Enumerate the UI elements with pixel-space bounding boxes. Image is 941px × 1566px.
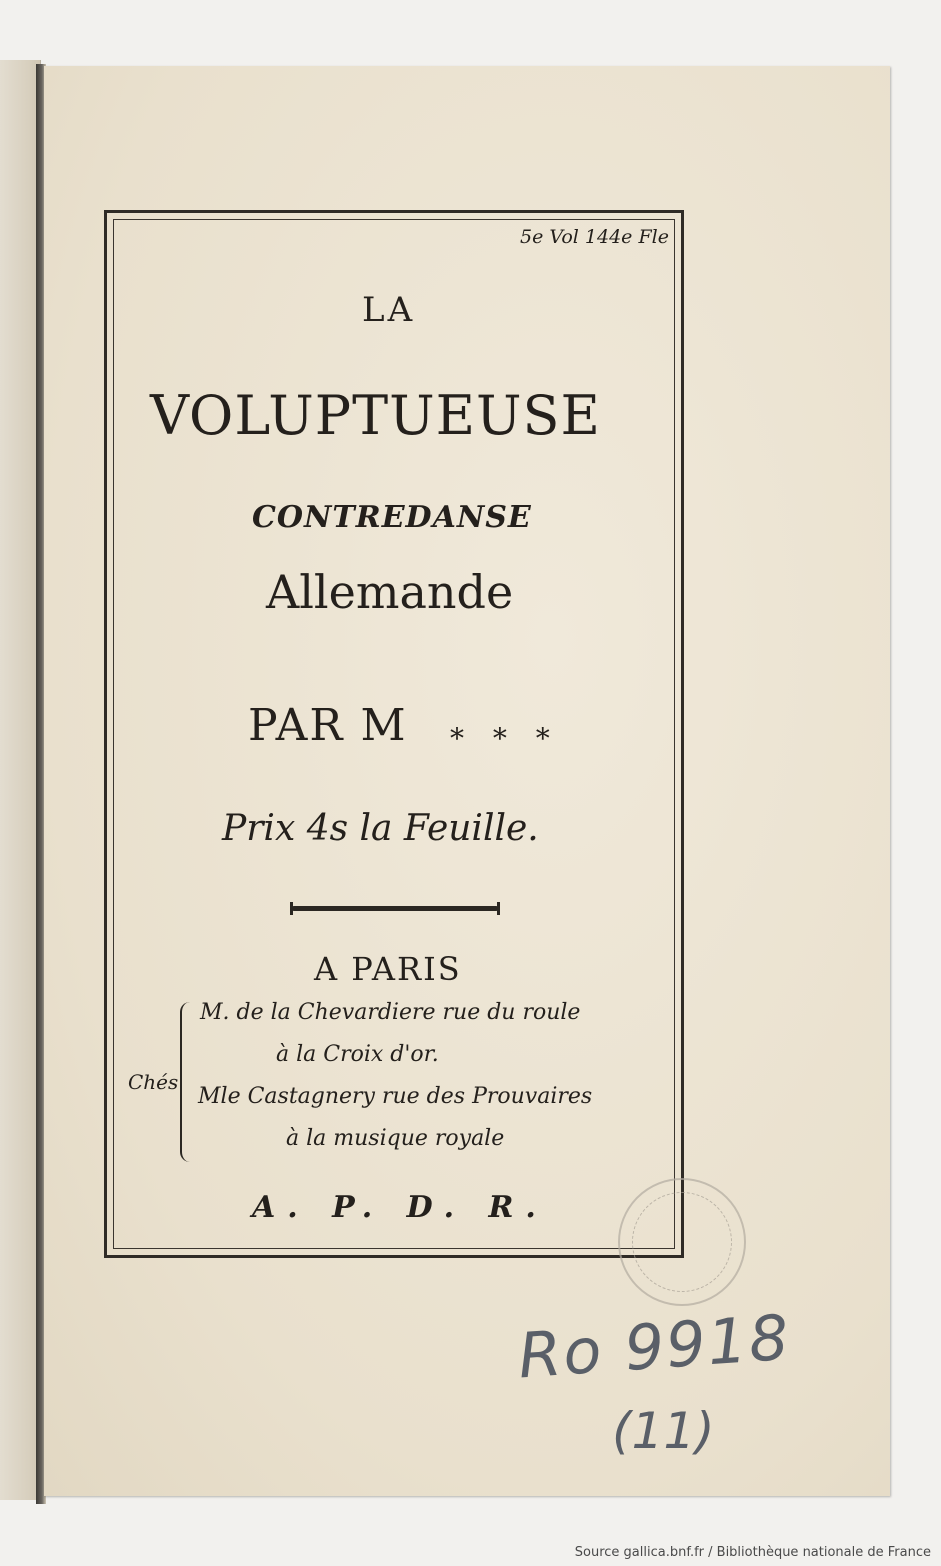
address-line: à la musique royale <box>286 1126 505 1151</box>
address-line: M. de la Chevardiere rue du roule <box>200 1000 581 1025</box>
address-line: Mle Castagnery rue des Prouvaires <box>198 1084 593 1109</box>
imprint-ches: Chés <box>128 1070 179 1094</box>
genre-line: CONTREDANSE <box>252 500 532 535</box>
handwritten-shelfmark: Ro 9918 <box>515 1300 793 1393</box>
price-line: Prix 4s la Feuille. <box>222 808 539 849</box>
handwritten-shelfmark-sub: (11) <box>612 1402 715 1460</box>
main-title: VOLUPTUEUSE <box>150 384 601 447</box>
decorative-rule <box>292 906 498 911</box>
library-stamp <box>618 1178 746 1306</box>
author-line: PAR M <box>248 700 408 751</box>
brace-bracket <box>180 1002 194 1162</box>
privilege-line: A. P. D. R. <box>252 1190 548 1225</box>
title-article: LA <box>362 290 416 330</box>
source-credit: Source gallica.bnf.fr / Bibliothèque nationale de France <box>574 1545 931 1560</box>
imprint-city: A PARIS <box>314 950 462 988</box>
adjacent-page-edge <box>0 60 41 1500</box>
volume-reference: 5e Vol 144e Fle <box>520 226 669 248</box>
subtitle: Allemande <box>266 565 514 619</box>
address-line: à la Croix d'or. <box>276 1042 439 1067</box>
author-stars: * * * <box>450 722 560 755</box>
